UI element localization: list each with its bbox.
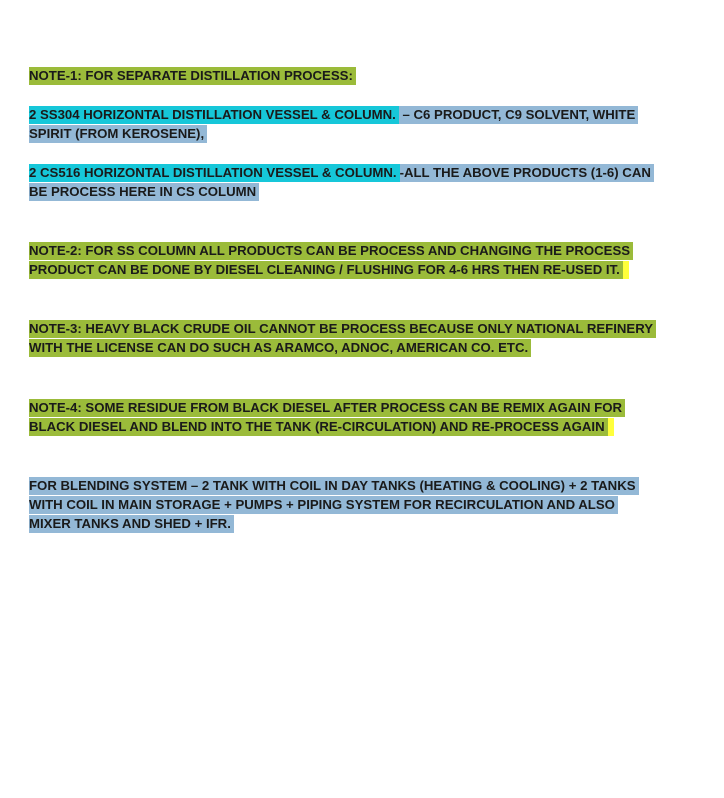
cs-vessel-paragraph <box>29 163 669 201</box>
blending-line-1: FOR BLENDING SYSTEM – 2 TANK WITH COIL IN DAY TANKS (HEATING & COOLING) + 2 TANKS <box>29 477 639 495</box>
blending-system-paragraph <box>29 476 669 533</box>
cs-vessel-products: -ALL THE ABOVE PRODUCTS (1-6) CAN <box>400 164 654 182</box>
note-3-line-1: NOTE-3: HEAVY BLACK CRUDE OIL CANNOT BE PROCESS BECAUSE ONLY NATIONAL REFINERY <box>29 320 656 338</box>
ss-vessel-paragraph <box>29 105 669 143</box>
note-4-line-2: BLACK DIESEL AND BLEND INTO THE TANK (RE-CIRCULATION) AND RE-PROCESS AGAIN <box>29 418 608 436</box>
ss-vessel-products: – C6 PRODUCT, C9 SOLVENT, WHITE <box>399 106 638 124</box>
note-2 <box>29 241 669 279</box>
note-1-text: NOTE-1: FOR SEPARATE DISTILLATION PROCESS: <box>29 67 356 85</box>
blending-line-3: MIXER TANKS AND SHED + IFR. <box>29 515 234 533</box>
note-3 <box>29 319 669 357</box>
ss-vessel-heading: 2 SS304 HORIZONTAL DISTILLATION VESSEL & COLUMN. <box>29 106 399 124</box>
note-3-line-2: WITH THE LICENSE CAN DO SUCH AS ARAMCO, ADNOC, AMERICAN CO. ETC. <box>29 339 531 357</box>
note-2-line-2: PRODUCT CAN BE DONE BY DIESEL CLEANING / FLUSHING FOR 4-6 HRS THEN RE-USED IT. <box>29 261 623 279</box>
cs-vessel-heading: 2 CS516 HORIZONTAL DISTILLATION VESSEL & COLUMN. <box>29 164 400 182</box>
blending-line-2: WITH COIL IN MAIN STORAGE + PUMPS + PIPING SYSTEM FOR RECIRCULATION AND ALSO <box>29 496 618 514</box>
note-4-line-1: NOTE-4: SOME RESIDUE FROM BLACK DIESEL AFTER PROCESS CAN BE REMIX AGAIN FOR <box>29 399 625 417</box>
yellow-highlight-mark <box>623 261 629 279</box>
note-2-line-1: NOTE-2: FOR SS COLUMN ALL PRODUCTS CAN BE PROCESS AND CHANGING THE PROCESS <box>29 242 633 260</box>
yellow-highlight-mark <box>608 418 614 436</box>
note-4 <box>29 398 669 436</box>
note-1 <box>29 66 669 85</box>
cs-vessel-products-cont: BE PROCESS HERE IN CS COLUMN <box>29 183 259 201</box>
ss-vessel-products-cont: SPIRIT (FROM KEROSENE), <box>29 125 207 143</box>
